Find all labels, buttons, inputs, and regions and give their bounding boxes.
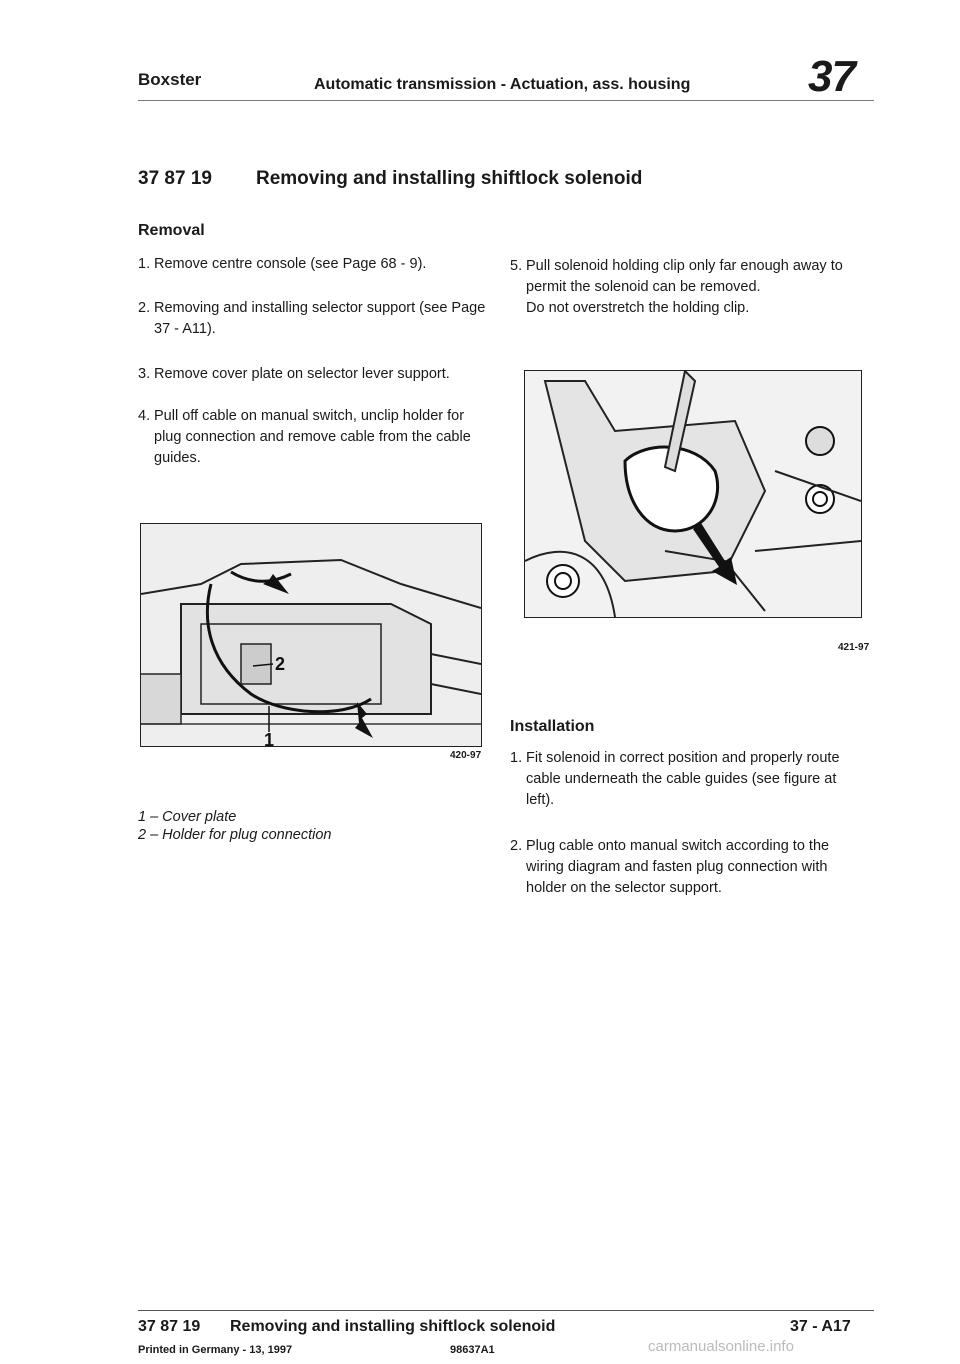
removal-step-3 — [138, 364, 488, 385]
installation-step-1 — [510, 748, 860, 811]
header-title: Automatic transmission - Actuation, ass. housing — [314, 76, 691, 93]
header-model: Boxster — [138, 70, 202, 89]
installation-heading: Installation — [510, 718, 595, 735]
header-group-number: 37 — [808, 52, 855, 101]
step-number: 4. — [138, 408, 151, 424]
watermark: carmanualsonline.info — [648, 1338, 794, 1355]
footer-rule — [138, 1310, 874, 1311]
step-note: Do not overstretch the holding clip. — [526, 300, 750, 316]
removal-step-4 — [138, 406, 488, 469]
section-number: 37 87 19 — [138, 168, 212, 189]
removal-step-5 — [510, 256, 860, 319]
step-number: 1. — [510, 750, 523, 766]
removal-heading: Removal — [138, 222, 205, 239]
step-text: Remove centre console (see Page 68 - 9). — [154, 256, 427, 272]
step-text: Pull off cable on manual switch, unclip holder for plug connection and remove cable from the cable guides. — [154, 408, 471, 466]
footer-title — [138, 1318, 555, 1336]
footer-code: 98637A1 — [450, 1344, 495, 1356]
step-text: Pull solenoid holding clip only far enough away to permit the solenoid can be removed. — [526, 258, 843, 295]
figure-caption-1: 1 – Cover plate — [138, 809, 237, 825]
footer-section-title: Removing and installing shiftlock solenoid — [230, 1318, 556, 1335]
footer-page-number: 37 - A17 — [790, 1318, 851, 1335]
footer-section-number: 37 87 19 — [138, 1318, 201, 1335]
figure-caption-2: 2 – Holder for plug connection — [138, 827, 332, 843]
removal-step-1 — [138, 254, 488, 275]
section-name: Removing and installing shiftlock solenoid — [256, 168, 643, 189]
step-number: 2. — [510, 838, 523, 854]
figure-number-2: 421-97 — [838, 642, 870, 653]
step-text: Fit solenoid in correct position and properly route cable underneath the cable guides (see figure at left). — [526, 750, 840, 808]
figure-callout-1: 1 — [264, 730, 275, 746]
figure-cover-plate-drawing — [141, 524, 481, 746]
step-text: Removing and installing selector support (see Page 37 - A11). — [154, 300, 486, 337]
header-rule — [138, 100, 874, 101]
section-title — [138, 168, 642, 190]
step-number: 2. — [138, 300, 151, 316]
footer-printed: Printed in Germany - 13, 1997 — [138, 1344, 293, 1356]
step-number: 1. — [138, 256, 151, 272]
installation-step-2 — [510, 836, 860, 899]
figure-solenoid-clip-drawing — [525, 371, 861, 617]
step-number: 5. — [510, 258, 523, 274]
step-text: Plug cable onto manual switch according to the wiring diagram and fasten plug connection with holder on the selector support. — [526, 838, 830, 896]
figure-cover-plate — [140, 523, 482, 747]
step-number: 3. — [138, 366, 151, 382]
figure-callout-2: 2 — [275, 654, 286, 674]
figure-number-1: 420-97 — [450, 750, 482, 761]
removal-step-2 — [138, 298, 488, 340]
step-text: Remove cover plate on selector lever support. — [154, 366, 450, 382]
figure-solenoid-clip — [524, 370, 862, 618]
